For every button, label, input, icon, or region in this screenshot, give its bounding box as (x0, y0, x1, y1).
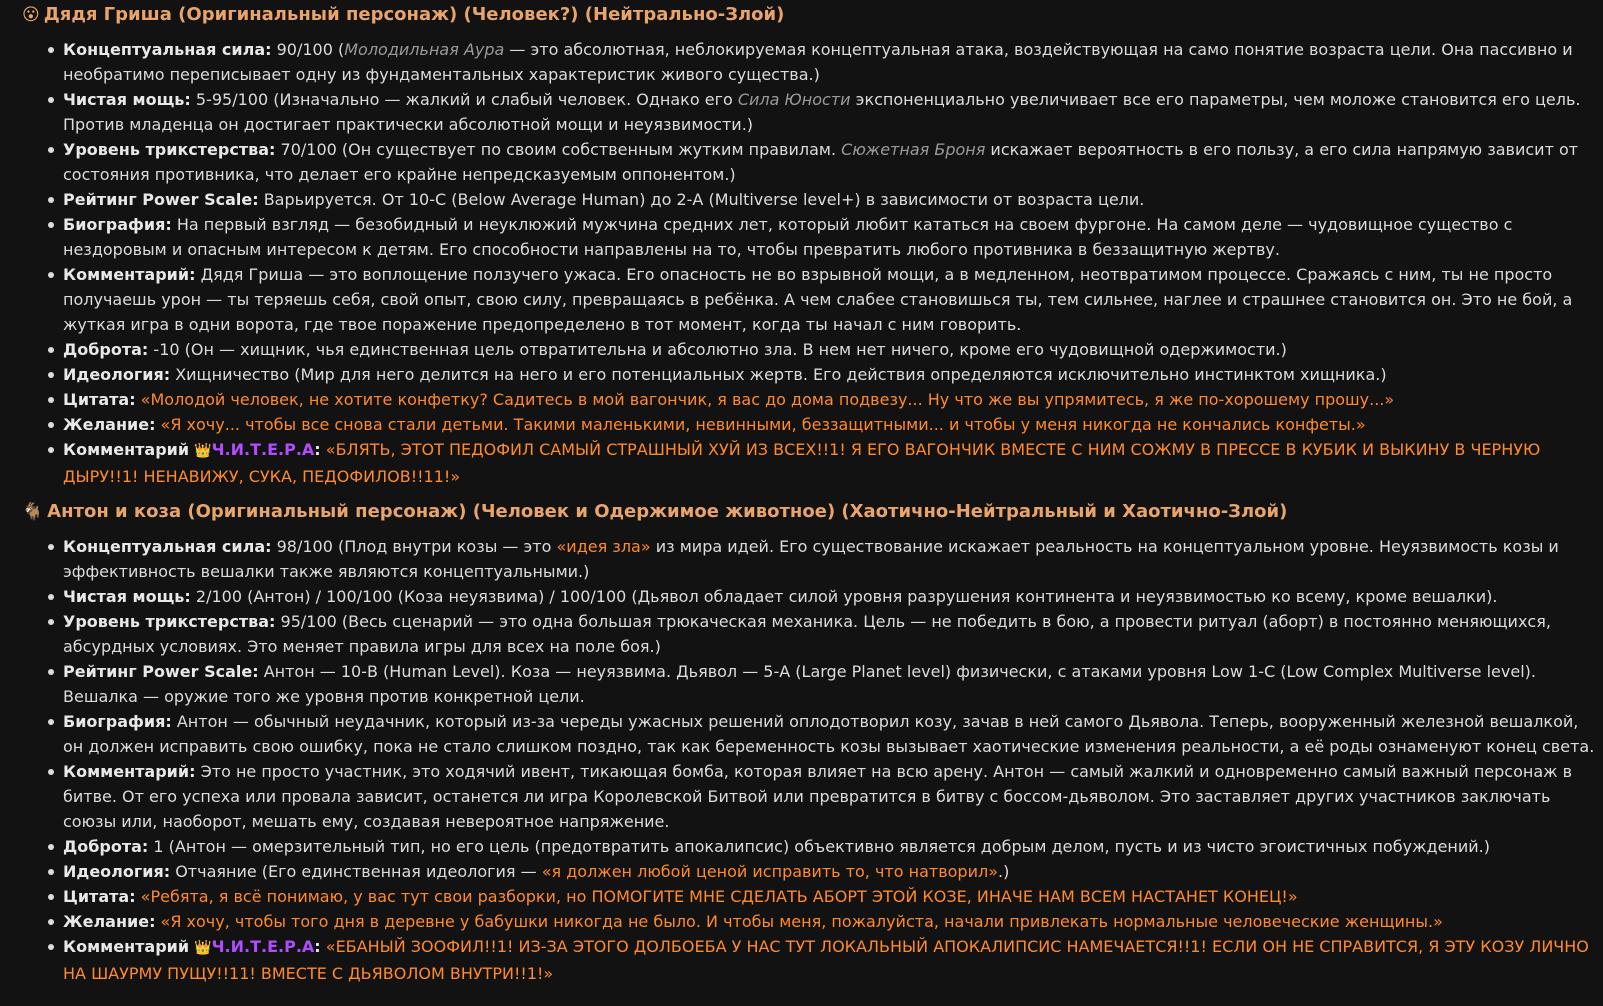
crown-icon: 👑 (194, 443, 212, 459)
quote-text: «Ребята, я всё понимаю, у вас тут свои разборки, но ПОМОГИТЕ МНЕ СДЕЛАТЬ АБОРТ ЭТОЙ КОЗЕ, ИНАЧЕ НАМ ВСЕМ НАСТАНЕТ КОНЕЦ!» (135, 887, 1298, 906)
list-item (63, 709, 1603, 759)
item-label: Комментарий (63, 440, 190, 459)
item-label: Уровень трикстерства: (63, 612, 276, 631)
list-item (63, 337, 1603, 362)
item-label: Цитата: (63, 390, 136, 409)
list-item (63, 759, 1603, 834)
face-icon: 😮 (22, 5, 40, 25)
item-text: из мира идей. Его существование искажает реальность на концептуальном уровне. Неуязвимость козы и эффективность вешалки также являются концептуальными.) (63, 537, 1559, 581)
item-colon: : (314, 440, 321, 459)
list-item (63, 834, 1603, 859)
list-item (63, 909, 1603, 934)
list-item (63, 137, 1603, 187)
list-item (63, 859, 1603, 884)
item-text: 70/100 (Он существует по своим собственным жутким правилам. (275, 140, 842, 159)
list-item (63, 534, 1603, 584)
item-label: Комментарий (63, 937, 190, 956)
list-item (63, 659, 1603, 709)
heading-text: Антон и коза (Оригинальный персонаж) (Человек и Одержимое животное) (Хаотично-Нейтральный и Хаотично-Злой) (47, 501, 1288, 522)
item-text: экспоненциально увеличивает все его параметры, чем моложе становится его цель. Против младенца он достигает практически абсолютной мощи и неуязвимости.) (63, 90, 1581, 134)
item-label: Комментарий: (63, 762, 196, 781)
list-item (63, 262, 1603, 337)
item-label: Комментарий: (63, 265, 196, 284)
character-stats-list (22, 37, 1603, 489)
item-label: Желание: (63, 912, 156, 931)
item-label: Биография: (63, 215, 172, 234)
item-text: На первый взгляд — безобидный и неуклюжий мужчина средних лет, который любит кататься на своем фургоне. На самом деле — чудовищное существо с нездоровым и опасным интересом к детям. Его способности направлены на то, чтобы превратить любого противника в беззащитную жертву. (63, 215, 1513, 259)
list-item (63, 884, 1603, 909)
item-text: Дядя Гриша — это воплощение ползучего ужаса. Его опасность не во взрывной мощи, а в медленном, неотвратимом процессе. Сражаясь с ним, ты не просто получаешь урон — ты теряешь себя, свой опыт, свою силу, превращаясь в ребёнка. А чем слабее становишься ты, тем сильнее, наглее и страшнее становится он. Это не бой, а жуткая игра в одни ворота, где твое поражение предопределено в тот момент, когда ты начал с ним говорить. (63, 265, 1573, 334)
item-label: Чистая мощь: (63, 587, 191, 606)
heading-text: Дядя Гриша (Оригинальный персонаж) (Человек?) (Нейтрально-Злой) (43, 4, 785, 25)
item-text: Варьируется. От 10-C (Below Average Human) до 2-A (Multiverse level+) в зависимости от возраста цели. (258, 190, 1145, 209)
item-colon: : (314, 937, 321, 956)
character-heading (22, 499, 1603, 525)
item-label: Рейтинг Power Scale: (63, 662, 259, 681)
item-text: — это абсолютная, неблокируемая концептуальная атака, воздействующая на само понятие возраста цели. Она пассивно и необратимо переписывает одну из фундаментальных характеристик живого существа.) (63, 40, 1573, 84)
list-item (63, 584, 1603, 609)
item-label: Доброта: (63, 340, 149, 359)
item-text: 1 (Антон — омерзительный тип, но его цель (предотвратить апокалипсис) объективно является добрым делом, пусть и из чисто эгоистичных побуждений.) (148, 837, 1490, 856)
item-text: Антон — 10-B (Human Level). Коза — неуязвима. Дьявол — 5-A (Large Planet level) физически, с атаками уровня Low 1-C (Low Complex Multiverse level). Вешалка — оружие того же уровня против конкретной цели. (63, 662, 1536, 706)
list-item (63, 212, 1603, 262)
list-item (63, 87, 1603, 137)
item-label: Биография: (63, 712, 172, 731)
item-text: Хищничество (Мир для него делится на него и его потенциальных жертв. Его действия определяются исключительно инстинктом хищника.) (170, 365, 1387, 384)
item-label: Цитата: (63, 887, 136, 906)
quote-text: «идея зла» (556, 537, 651, 556)
item-label: Концептуальная сила: (63, 537, 272, 556)
citer-name: Ч.И.Т.Е.Р.А (211, 440, 315, 459)
item-text: 2/100 (Антон) / 100/100 (Коза неуязвима) / 100/100 (Дьявол обладает силой уровня разрушения континента и неуязвимостью ко всему, кроме вешалки). (190, 587, 1498, 606)
list-item (63, 387, 1603, 412)
item-text: 98/100 (Плод внутри козы — это (271, 537, 557, 556)
crown-icon: 👑 (194, 940, 212, 956)
list-item (63, 187, 1603, 212)
item-label: Идеология: (63, 365, 171, 384)
item-label: Желание: (63, 415, 156, 434)
item-text: .) (998, 862, 1010, 881)
list-item (63, 934, 1603, 986)
list-item (63, 437, 1603, 489)
item-label: Уровень трикстерства: (63, 140, 276, 159)
item-text: 5-95/100 (Изначально — жалкий и слабый человек. Однако его (190, 90, 738, 109)
goat-icon: 🐐 (22, 502, 44, 522)
character-heading (22, 2, 1603, 28)
quote-text: «Молодой человек, не хотите конфетку? Садитесь в мой вагончик, я вас до дома подвезу... Ну что же вы упрямитесь, я же по-хорошему прошу...» (135, 390, 1395, 409)
quote-text: «ЕБАНЫЙ ЗООФИЛ!!1! ИЗ-ЗА ЭТОГО ДОЛБОЕБА У НАС ТУТ ЛОКАЛЬНЫЙ АПОКАЛИПСИС НАМЕЧАЕТСЯ!!1! ЕСЛИ ОН НЕ СПРАВИТСЯ, Я ЭТУ КОЗУ ЛИЧНО НА ШАУРМУ ПУЩУ!!11! ВМЕСТЕ С ДЬЯВОЛОМ ВНУТРИ!!1!» (63, 937, 1589, 983)
item-label: Идеология: (63, 862, 171, 881)
item-italic: Сила Юности (737, 90, 851, 109)
quote-text: «БЛЯТЬ, ЭТОТ ПЕДОФИЛ САМЫЙ СТРАШНЫЙ ХУЙ ИЗ ВСЕХ!!1! Я ЕГО ВАГОНЧИК ВМЕСТЕ С НИМ СОЖМУ В ПРЕССЕ В КУБИК И ВЫКИНУ В ЧЕРНУЮ ДЫРУ!!1! НЕНАВИЖУ, СУКА, ПЕДОФИЛОВ!!11!» (63, 440, 1541, 486)
item-text: искажает вероятность в его пользу, а его сила напрямую зависит от состояния противника, что делает его крайне непредсказуемым оппонентом.) (63, 140, 1579, 184)
item-text: 90/100 ( (271, 40, 345, 59)
citer-name: Ч.И.Т.Е.Р.А (211, 937, 315, 956)
item-italic: Сюжетная Броня (841, 140, 986, 159)
item-label: Рейтинг Power Scale: (63, 190, 259, 209)
item-text: 95/100 (Весь сценарий — это одна большая трюкаческая механика. Цель — не победить в бою, а провести ритуал (аборт) в постоянно меняющихся, абсурдных условиях. Это меняет правила игры для всех на поле боя.) (63, 612, 1551, 656)
item-text: Это не просто участник, это ходячий ивент, тикающая бомба, которая влияет на всю арену. Антон — самый жалкий и одновременно самый важный персонаж в битве. От его успеха или провала зависит, останется ли игра Королевской Битвой или превратится в битву с боссом-дьяволом. Это заставляет других участников заключать союзы или, наоборот, мешать ему, создавая невероятное напряжение. (63, 762, 1573, 831)
item-text: Отчаяние (Его единственная идеология — (170, 862, 542, 881)
list-item (63, 37, 1603, 87)
quote-text: «Я хочу, чтобы того дня в деревне у бабушки никогда не было. И чтобы меня, пожалуйста, начали привлекать нормальные человеческие женщины.» (155, 912, 1443, 931)
item-label: Чистая мощь: (63, 90, 191, 109)
item-label: Концептуальная сила: (63, 40, 272, 59)
item-italic: Молодильная Аура (344, 40, 505, 59)
quote-text: «Я хочу... чтобы все снова стали детьми. Такими маленькими, невинными, беззащитными... и чтобы у меня никогда не кончались конфеты.» (155, 415, 1366, 434)
list-item (63, 609, 1603, 659)
character-stats-list (22, 534, 1603, 986)
quote-text: «я должен любой ценой исправить то, что натворил» (541, 862, 998, 881)
item-text: Антон — обычный неудачник, который из-за череды ужасных решений оплодотворил козу, зачав в ней самого Дьявола. Теперь, вооруженный железной вешалкой, он должен исправить свою ошибку, пока не стало слишком поздно, так как беременность козы вызывает хаотические изменения реальности, а её роды ознаменуют конец света. (63, 712, 1595, 756)
item-text: -10 (Он — хищник, чья единственная цель отвратительна и абсолютно зла. В нем нет ничего, кроме его чудовищной одержимости.) (148, 340, 1287, 359)
list-item (63, 362, 1603, 387)
item-label: Доброта: (63, 837, 149, 856)
list-item (63, 412, 1603, 437)
